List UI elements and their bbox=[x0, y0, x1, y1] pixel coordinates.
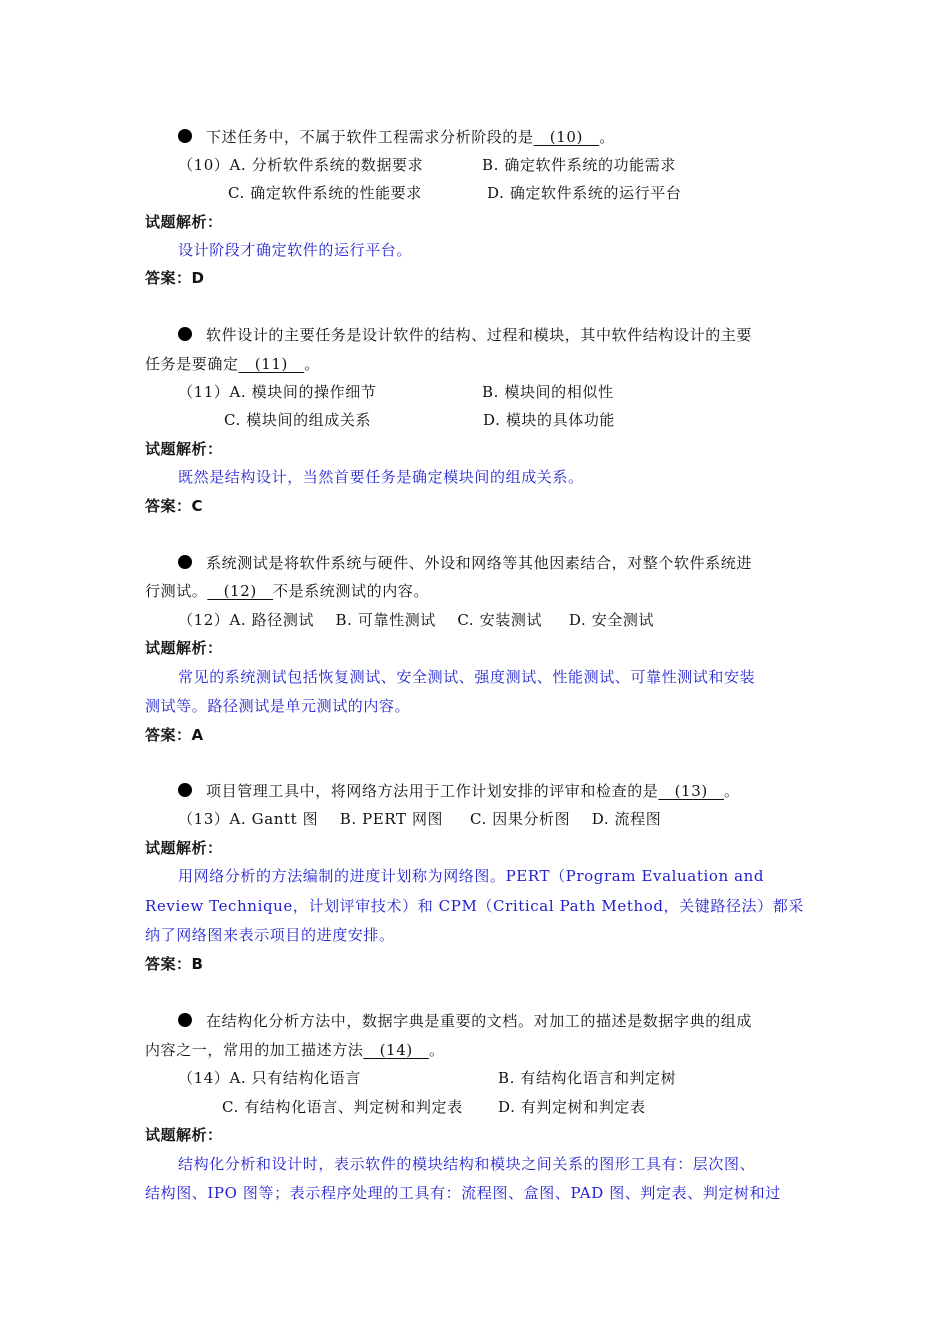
question-10-stem: 下述任务中，不属于软件工程需求分析阶段的是__(10)__。 bbox=[178, 127, 615, 147]
analysis-label: 试题解析： bbox=[145, 839, 223, 857]
question-10-option-a: （10）A. 分析软件系统的数据要求 bbox=[178, 156, 424, 174]
question-14-option-a: （14）A. 只有结构化语言 bbox=[178, 1069, 361, 1087]
analysis-text: 既然是结构设计，当然首要任务是确定模块间的组成关系。 bbox=[178, 468, 584, 486]
analysis-text-line1: 结构化分析和设计时，表示软件的模块结构和模块之间关系的图形工具有：层次图、 bbox=[178, 1155, 756, 1173]
question-14-stem-line2: 内容之一，常用的加工描述方法__(14)__。 bbox=[145, 1041, 445, 1059]
question-12-options: （12）A. 路径测试 B. 可靠性测试 C. 安装测试 D. 安全测试 bbox=[178, 611, 655, 629]
question-12-stem-line2: 行测试。__(12)__不是系统测试的内容。 bbox=[145, 582, 430, 600]
question-12-stem-line1: 系统测试是将软件系统与硬件、外设和网络等其他因素结合，对整个软件系统进 bbox=[178, 553, 752, 573]
question-11-option-b: B. 模块间的相似性 bbox=[482, 383, 614, 401]
answer-blank: __(13)__ bbox=[658, 782, 724, 800]
analysis-text-line3: 纳了网络图来表示项目的进度安排。 bbox=[145, 926, 395, 944]
analysis-text-line2: Review Technique，计划评审技术）和 CPM（Critical Path Method，关键路径法）都采 bbox=[145, 897, 804, 915]
answer-text: 答案：A bbox=[145, 726, 204, 744]
answer-text: 答案：D bbox=[145, 269, 205, 287]
question-10-option-d: D. 确定软件系统的运行平台 bbox=[487, 184, 682, 202]
answer-blank: __(12)__ bbox=[207, 582, 273, 600]
analysis-text-line2: 测试等。路径测试是单元测试的内容。 bbox=[145, 697, 411, 715]
question-14-option-d: D. 有判定树和判定表 bbox=[498, 1098, 646, 1116]
question-11-option-d: D. 模块的具体功能 bbox=[483, 411, 616, 429]
analysis-label: 试题解析： bbox=[145, 440, 223, 458]
answer-blank: __(14)__ bbox=[363, 1041, 429, 1059]
question-10-option-c: C. 确定软件系统的性能要求 bbox=[228, 184, 422, 202]
analysis-text: 设计阶段才确定软件的运行平台。 bbox=[178, 241, 413, 259]
question-10-option-b: B. 确定软件系统的功能需求 bbox=[482, 156, 676, 174]
analysis-label: 试题解析： bbox=[145, 639, 223, 657]
analysis-text-line1: 常见的系统测试包括恢复测试、安全测试、强度测试、性能测试、可靠性测试和安装 bbox=[178, 668, 756, 686]
analysis-text-line2: 结构图、IPO 图等；表示程序处理的工具有：流程图、盒图、PAD 图、判定表、判定树和过 bbox=[145, 1184, 781, 1202]
bullet-icon bbox=[178, 783, 192, 797]
question-11-option-c: C. 模块间的组成关系 bbox=[224, 411, 372, 429]
question-11-stem-line2: 任务是要确定__(11)__。 bbox=[145, 355, 320, 373]
question-14-option-b: B. 有结构化语言和判定树 bbox=[498, 1069, 677, 1087]
analysis-label: 试题解析： bbox=[145, 1126, 223, 1144]
analysis-text-line1: 用网络分析的方法编制的进度计划称为网络图。PERT（Program Evaluation and bbox=[178, 867, 765, 885]
bullet-icon bbox=[178, 555, 192, 569]
bullet-icon bbox=[178, 327, 192, 341]
question-13-options: （13）A. Gantt 图 B. PERT 网图 C. 因果分析图 D. 流程图 bbox=[178, 810, 662, 828]
answer-blank: __(11)__ bbox=[238, 355, 305, 373]
question-13-stem: 项目管理工具中，将网络方法用于工作计划安排的评审和检查的是__(13)__。 bbox=[178, 781, 740, 801]
question-11-stem-line1: 软件设计的主要任务是设计软件的结构、过程和模块，其中软件结构设计的主要 bbox=[178, 325, 752, 345]
question-11-option-a: （11）A. 模块间的操作细节 bbox=[178, 383, 377, 401]
analysis-label: 试题解析： bbox=[145, 213, 223, 231]
answer-text: 答案：B bbox=[145, 955, 204, 973]
answer-blank: __(10)__ bbox=[533, 128, 600, 146]
bullet-icon bbox=[178, 129, 192, 143]
question-14-stem-line1: 在结构化分析方法中，数据字典是重要的文档。对加工的描述是数据字典的组成 bbox=[178, 1011, 752, 1031]
bullet-icon bbox=[178, 1013, 192, 1027]
question-14-option-c: C. 有结构化语言、判定树和判定表 bbox=[222, 1098, 463, 1116]
answer-text: 答案：C bbox=[145, 497, 204, 515]
